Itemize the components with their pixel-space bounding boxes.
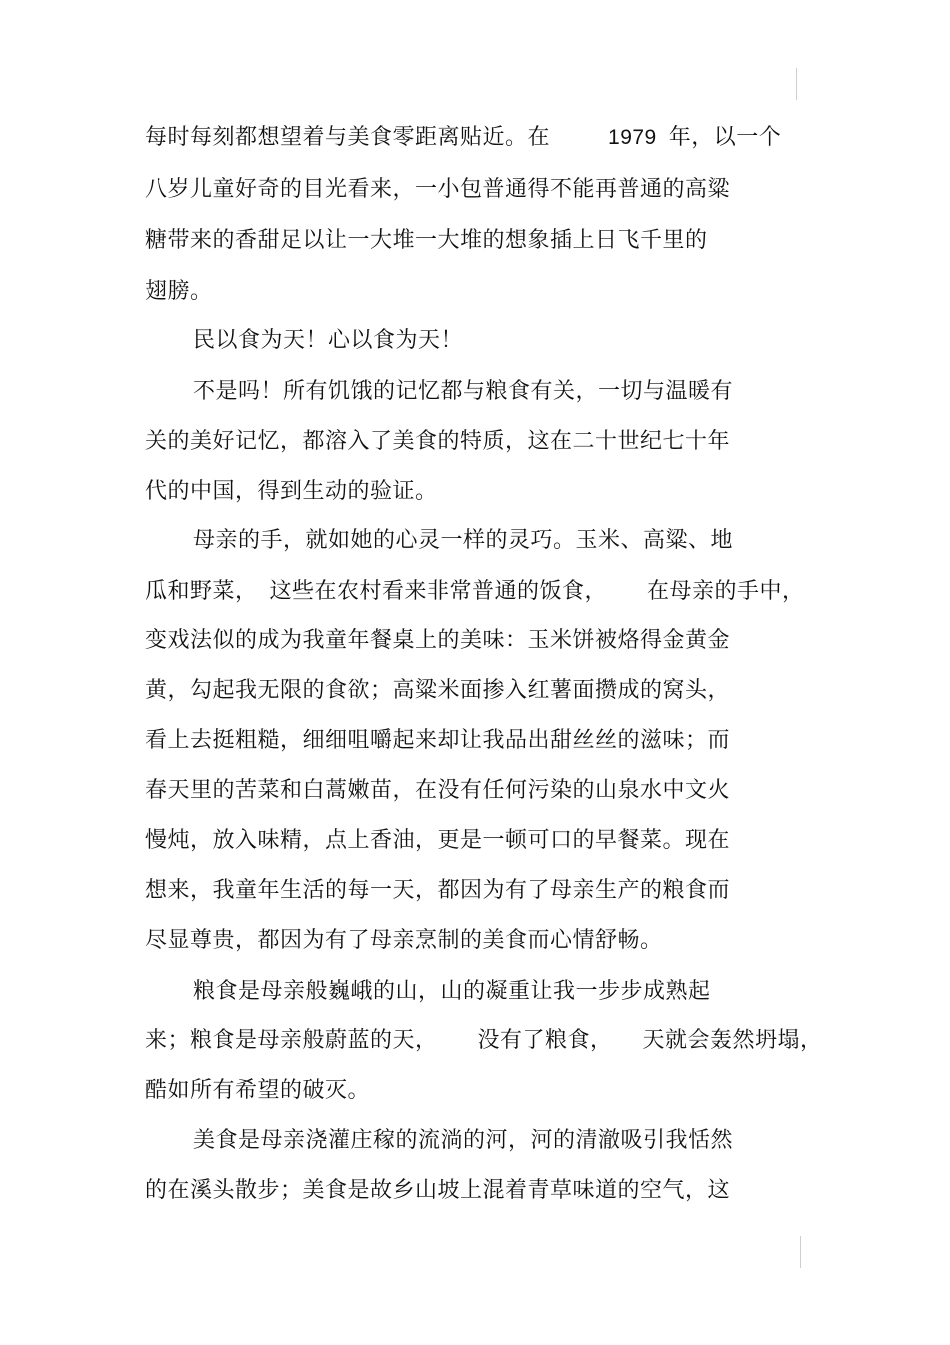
page-corner-mark (800, 1236, 801, 1268)
paragraph-first-line: 母亲的手，就如她的心灵一样的灵巧。玉米、高粱、地 (193, 528, 734, 553)
text-line: 代的中国，得到生动的验证。 (145, 479, 438, 504)
text-line: 看上去挺粗糙，细细咀嚼起来却让我品出甜丝丝的滋味；而 (145, 728, 731, 753)
paragraph-first-line: 美食是母亲浇灌庄稼的流淌的河，河的清澈吸引我恬然 (193, 1128, 734, 1153)
text-line: 来；粮食是母亲般蔚蓝的天， 没有了粮食， 天就会轰然坍塌， (145, 1028, 823, 1053)
text-line: 瓜和野菜， 这些在农村看来非常普通的饭食， 在母亲的手中， (145, 579, 805, 604)
page-corner-mark (796, 68, 797, 100)
text-line: 八岁儿童好奇的目光看来，一小包普通得不能再普通的高粱 (145, 177, 731, 202)
paragraph-first-line: 不是吗！所有饥饿的记忆都与粮食有关，一切与温暖有 (193, 379, 734, 404)
paragraph-first-line: 民以食为天！心以食为天！ (193, 328, 464, 353)
text-line: 慢炖，放入味精，点上香油，更是一顿可口的早餐菜。现在 (145, 828, 731, 853)
text-line: 黄，勾起我无限的食欲；高粱米面掺入红薯面攒成的窝头， (145, 678, 731, 703)
text-line: 糖带来的香甜足以让一大堆一大堆的想象插上日飞千里的 (145, 228, 708, 253)
text-line: 尽显尊贵，都因为有了母亲烹制的美食而心情舒畅。 (145, 928, 663, 953)
text-line: 翅膀。 (145, 279, 213, 304)
text-line: 春天里的苦菜和白蒿嫩苗，在没有任何污染的山泉水中文火 (145, 778, 731, 803)
text-line: 想来，我童年生活的每一天，都因为有了母亲生产的粮食而 (145, 878, 731, 903)
paragraph-first-line: 粮食是母亲般巍峨的山，山的凝重让我一步步成熟起 (193, 979, 711, 1004)
text-line: 每时每刻都想望着与美食零距离贴近。在 1979 年，以一个 (145, 125, 782, 150)
text-line: 关的美好记忆，都溶入了美食的特质，这在二十世纪七十年 (145, 429, 731, 454)
text-line: 的在溪头散步；美食是故乡山坡上混着青草味道的空气，这 (145, 1178, 731, 1203)
text-line: 变戏法似的成为我童年餐桌上的美味：玉米饼被烙得金黄金 (145, 628, 731, 653)
text-line: 酷如所有希望的破灭。 (145, 1078, 371, 1103)
